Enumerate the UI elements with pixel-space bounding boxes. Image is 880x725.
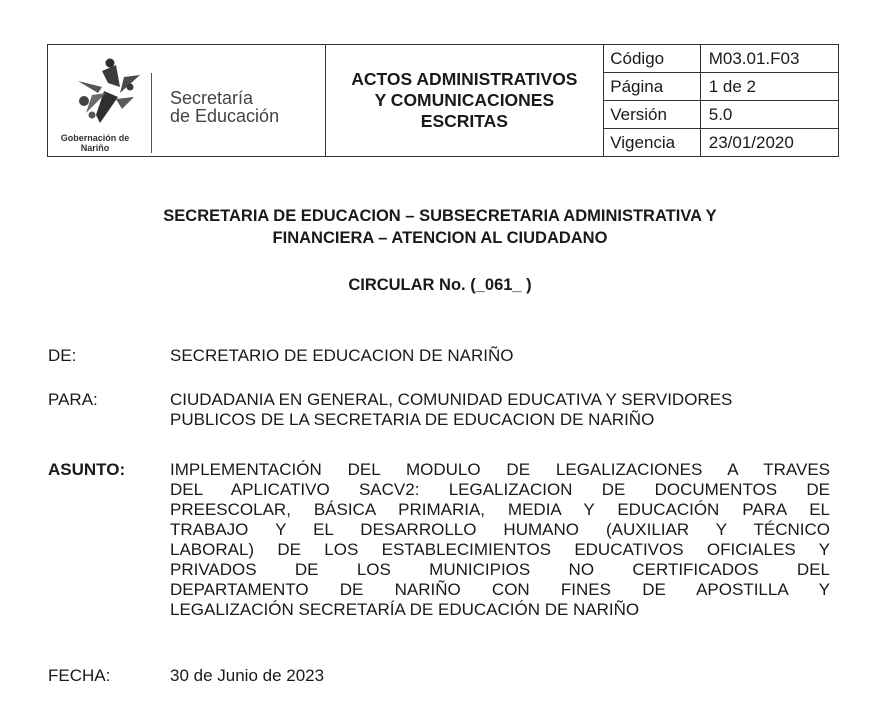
de-label: DE:	[48, 346, 77, 365]
meta-label-pagina: Página	[604, 73, 701, 101]
document-header	[47, 44, 839, 157]
logo-subtitle: Gobernación de Nariño	[60, 133, 130, 153]
asunto-line: LEGALIZACIÓN SECRETARÍA DE EDUCACIÓN DE NARIÑO	[170, 600, 640, 619]
heading-line-1: SECRETARIA DE EDUCACION – SUBSECRETARIA ADMINISTRATIVA Y	[163, 207, 717, 225]
para-text	[170, 390, 830, 430]
gobernacion-emblem-icon	[58, 57, 148, 129]
document-title	[325, 45, 604, 157]
de-row	[48, 346, 833, 368]
meta-value-codigo: M03.01.F03	[700, 45, 838, 73]
logo-divider	[151, 73, 152, 153]
asunto-line: PREESCOLAR, BÁSICA PRIMARIA, MEDIA Y EDUCACIÓN PARA EL	[170, 500, 830, 519]
para-label: PARA:	[48, 390, 98, 409]
para-row	[48, 390, 833, 434]
document-title-line-2: Y COMUNICACIONES	[374, 90, 555, 110]
heading-line-2: FINANCIERA – ATENCION AL CIUDADANO	[272, 229, 608, 247]
asunto-line: DEPARTAMENTO DE NARIÑO CON FINES DE APOSTILLA Y	[170, 580, 830, 599]
asunto-label: ASUNTO:	[48, 460, 126, 479]
asunto-line: DEL APLICATIVO SACV2: LEGALIZACION DE DOCUMENTOS DE	[170, 480, 830, 499]
meta-label-vigencia: Vigencia	[604, 129, 701, 157]
asunto-row	[48, 460, 833, 640]
logo-title-line-1: Secretaría	[170, 88, 254, 108]
meta-value-vigencia: 23/01/2020	[700, 129, 838, 157]
asunto-line: IMPLEMENTACIÓN DEL MODULO DE LEGALIZACIONES A TRAVES	[170, 460, 830, 479]
meta-value-version: 5.0	[700, 101, 838, 129]
document-title-line-3: ESCRITAS	[420, 111, 508, 131]
circular-number: CIRCULAR No. (_061_ )	[348, 276, 532, 294]
asunto-line: PRIVADOS DE LOS MUNICIPIOS NO CERTIFICADOS DEL	[170, 560, 830, 579]
meta-value-pagina: 1 de 2	[700, 73, 838, 101]
logo-title	[170, 89, 279, 125]
document-heading	[60, 205, 820, 249]
meta-label-codigo: Código	[604, 45, 701, 73]
fecha-text: 30 de Junio de 2023	[170, 666, 325, 685]
fecha-label: FECHA:	[48, 666, 111, 685]
fecha-row	[48, 666, 833, 688]
document-title-line-1: ACTOS ADMINISTRATIVOS	[351, 69, 578, 89]
de-text: SECRETARIO DE EDUCACION DE NARIÑO	[170, 346, 514, 365]
asunto-text	[170, 460, 830, 620]
para-line-1: CIUDADANIA EN GENERAL, COMUNIDAD EDUCATIVA Y SERVIDORES	[170, 390, 733, 409]
logo-title-line-2: de Educación	[170, 106, 280, 126]
para-line-2: PUBLICOS DE LA SECRETARIA DE EDUCACION DE NARIÑO	[170, 410, 655, 429]
asunto-line: LABORAL) DE LOS ESTABLECIMIENTOS EDUCATIVOS OFICIALES Y	[170, 540, 830, 559]
logo-cell	[48, 45, 326, 157]
asunto-line: TRABAJO Y EL DESARROLLO HUMANO (AUXILIAR Y TÉCNICO	[170, 520, 830, 539]
meta-label-version: Versión	[604, 101, 701, 129]
